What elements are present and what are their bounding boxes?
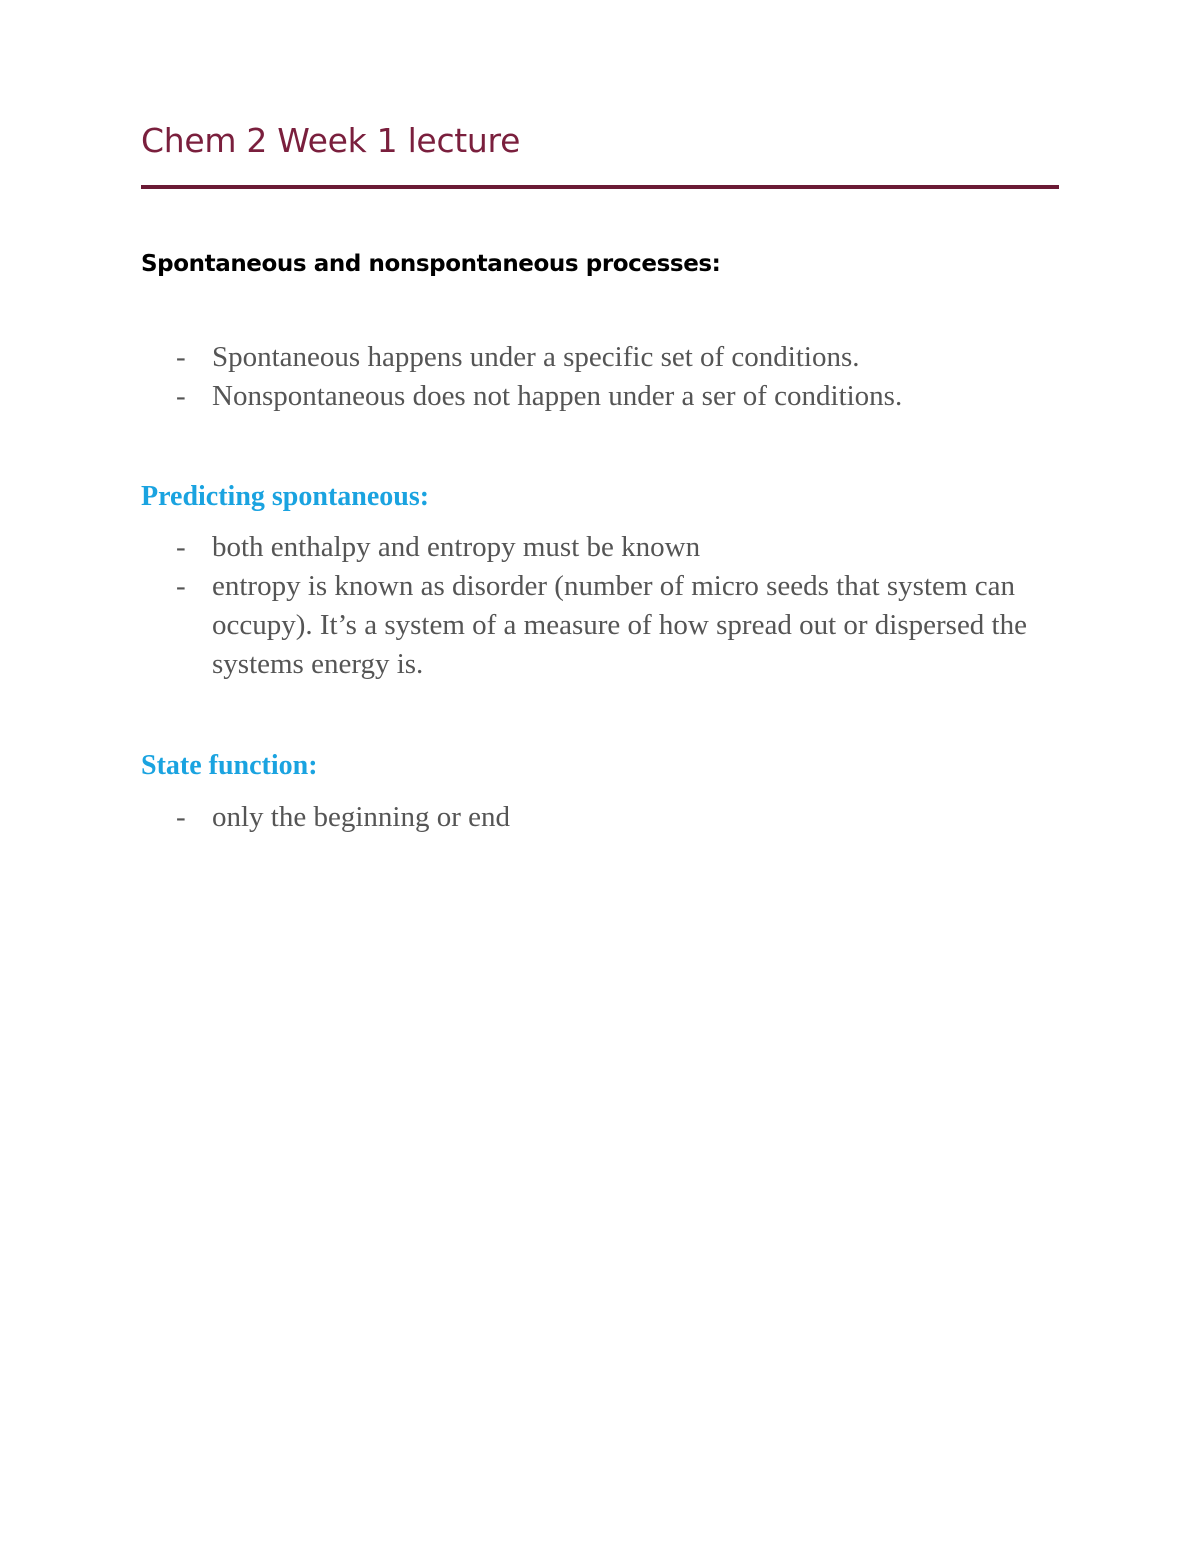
dash-bullet-icon: -	[176, 801, 186, 833]
section-heading-state-function: State function:	[141, 750, 318, 781]
section-heading-predicting-spontaneous: Predicting spontaneous:	[141, 481, 430, 512]
dash-bullet-icon: -	[176, 341, 186, 373]
page-title: Chem 2 Week 1 lecture	[141, 121, 521, 160]
list-item	[176, 798, 1046, 837]
list-item	[176, 567, 1046, 684]
title-underline-rule	[141, 185, 1059, 189]
list-item	[176, 528, 1046, 567]
bullet-list-spontaneous-processes	[176, 338, 1046, 416]
list-item-text: Spontaneous happens under a specific set of conditions.	[212, 341, 860, 373]
list-item-text: entropy is known as disorder (number of micro seeds that system can occupy). It’s a system of a measure of how spread out or dispersed the systems energy is.	[212, 570, 1027, 680]
dash-bullet-icon: -	[176, 531, 186, 563]
list-item	[176, 338, 1046, 377]
list-item-text: only the beginning or end	[212, 801, 511, 833]
dash-bullet-icon: -	[176, 380, 186, 412]
bullet-list-state-function	[176, 798, 1046, 837]
dash-bullet-icon: -	[176, 570, 186, 602]
bullet-list-predicting-spontaneous	[176, 528, 1046, 684]
list-item-text: Nonspontaneous does not happen under a ser of conditions.	[212, 380, 903, 412]
list-item	[176, 377, 1046, 416]
list-item-text: both enthalpy and entropy must be known	[212, 531, 701, 563]
section-heading-spontaneous-processes: Spontaneous and nonspontaneous processes:	[141, 251, 721, 277]
